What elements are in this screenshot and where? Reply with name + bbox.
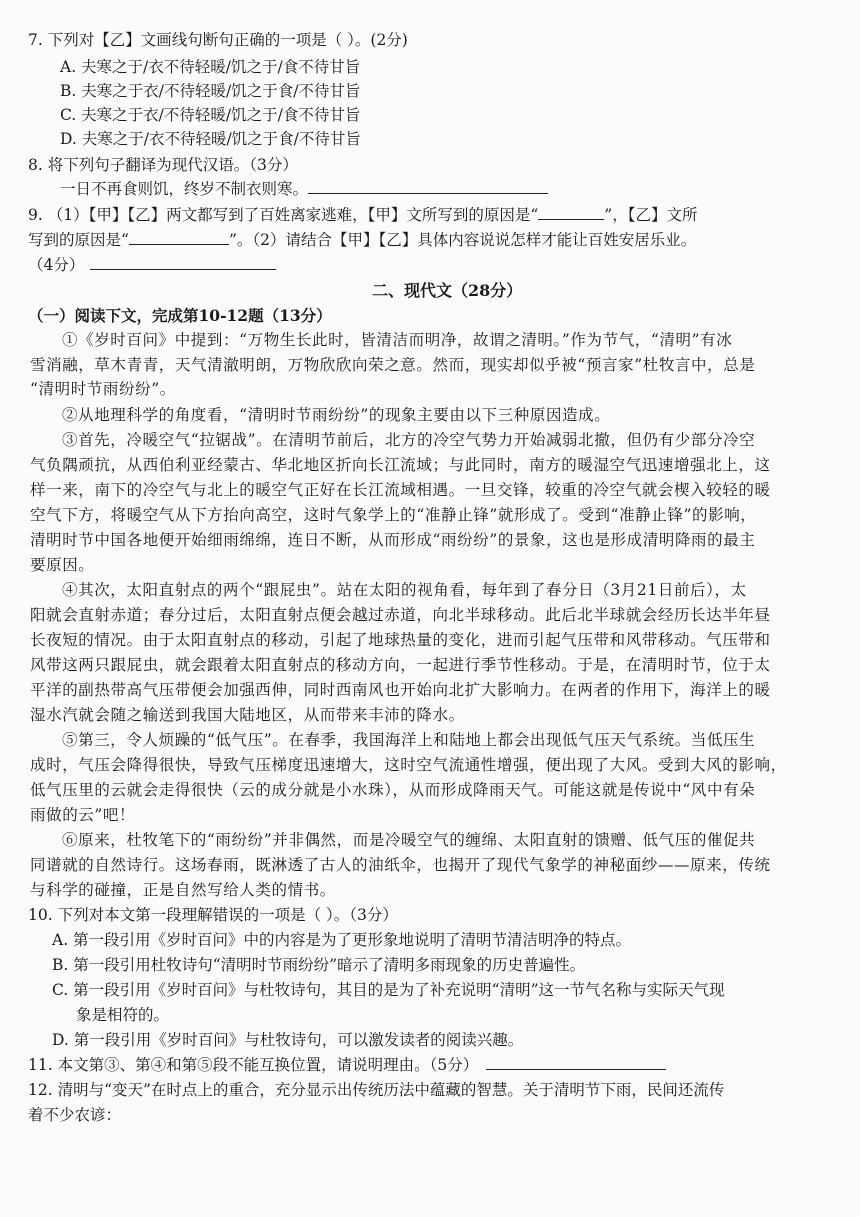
q9-blank-1[interactable] <box>538 218 604 220</box>
q12-line1: 12. 清明与“变天”在时点上的重合，充分显示出传统历法中蕴藏的智慧。关于清明节下雨，民间还流传 <box>28 1081 725 1099</box>
passage-line: 与科学的碰撞，正是自然写给人类的情书。 <box>30 881 336 899</box>
q9-line2 <box>28 233 696 249</box>
q9-line3 <box>28 258 276 274</box>
passage-line: ③首先，冷暖空气“拉锯战”。在清明节前后，北方的冷空气势力开始减弱北撤，但仍有少部分冷空 <box>62 431 756 449</box>
passage-line: 平洋的副热带高气压带便会加强西伸，同时西南风也开始向北扩大影响力。在两者的作用下，海洋上的暖 <box>30 681 771 699</box>
passage-line: 雨做的云”吧！ <box>30 806 136 824</box>
passage-line: 阳就会直射赤道；春分过后，太阳直射点便会越过赤道，向北半球移动。此后北半球就会经历长达半年昼 <box>30 606 771 624</box>
passage-line: ④其次，太阳直射点的两个“跟屁虫”。站在太阳的视角看，每年到了春分日（3月21日前后），太 <box>62 581 747 599</box>
q11-row <box>28 1058 666 1074</box>
q11-stem: 11. 本文第③、第④和第⑤段不能互换位置，请说明理由。（5分） <box>28 1056 479 1074</box>
passage-line: 长夜短的情况。由于太阳直射点的移动，引起了地球热量的变化，进而引起气压带和风带移动。气压带和 <box>30 631 771 649</box>
passage-line: 成时，气压会降得很快，导致气压梯度迅速增大，这时空气流通性增强，便出现了大风。受到大风的影响， <box>30 756 787 774</box>
q7-option-a: A. 夫寒之于/衣不待轻暖/饥之于/食不待甘旨 <box>60 58 361 76</box>
q9-line2-text-a: 写到的原因是“ <box>28 231 129 249</box>
passage-line: ⑤第三，令人烦躁的“低气压”。在春季，我国海洋上和陆地上都会出现低气压天气系统。当低压生 <box>62 731 756 749</box>
passage-line: ②从地理科学的角度看，“清明时节雨纷纷”的现象主要由以下三种原因造成。 <box>62 406 611 424</box>
passage-line: ⑥原来，杜牧笔下的“雨纷纷”并非偶然，而是冷暖空气的缠绵、太阳直射的馈赠、低气压的催促共 <box>62 831 756 849</box>
passage-line: ①《岁时百问》中提到：“万物生长此时，皆清洁而明净，故谓之清明。”作为节气，“清明”有冰 <box>62 331 733 349</box>
passage-line: 风带这两只跟屁虫，就会跟着太阳直射点的移动方向，一起进行季节性移动。于是，在清明时节，位于太 <box>30 656 771 674</box>
passage-line: 雪消融，草木青青，天气清澈明朗，万物欣欣向荣之意。然而，现实却似乎被“预言家”杜牧言中，总是 <box>30 356 756 374</box>
passage-line: 要原因。 <box>30 556 95 574</box>
section-subtitle: （一）阅读下文，完成第10-12题（13分） <box>28 306 332 325</box>
passage-line: 同谱就的自然诗行。这场春雨，既淋透了古人的油纸伞，也揭开了现代气象学的神秘面纱——原来，传统 <box>30 856 771 874</box>
section-title: 二、现代文（28分） <box>372 281 523 300</box>
q8-answer-blank[interactable] <box>308 192 548 194</box>
q7-option-b: B. 夫寒之于衣/不待轻暖/饥之于食/不待甘旨 <box>60 82 361 100</box>
q9-line3-text: （4分） <box>28 256 85 274</box>
q7-option-c: C. 夫寒之于衣/不待轻暖/饥之于/食不待甘旨 <box>60 106 361 124</box>
passage-line: 气负隅顽抗，从西伯利亚经蒙古、华北地区折向长江流域；与此同时，南方的暖湿空气迅速增强北上，这 <box>30 456 771 474</box>
q10-option-c: C. 第一段引用《岁时百问》与杜牧诗句，其目的是为了补充说明“清明”这一节气名称与实际天气现 <box>52 981 725 999</box>
q8-stem: 8. 将下列句子翻译为现代汉语。（3分） <box>28 156 298 174</box>
q8-sentence: 一日不再食则饥，终岁不制衣则寒。 <box>60 180 309 198</box>
passage-line: 空气下方，将暖空气从下方抬向高空，这时气象学上的“准静止锋”就形成了。受到“准静止锋”的影响， <box>30 506 757 524</box>
passage-line: 湿水汽就会随之输送到我国大陆地区，从而带来丰沛的降水。 <box>30 706 465 724</box>
q9-line1-text-a: 9. （1）【甲】【乙】两文都写到了百姓离家逃难，【甲】文所写到的原因是“ <box>28 206 539 224</box>
passage-line: 样一来，南下的冷空气与北上的暖空气正好在长江流域相遇。一旦交锋，较重的冷空气就会楔入较轻的暖 <box>30 481 771 499</box>
q9-line1 <box>28 208 697 224</box>
q8-sentence-row <box>60 182 548 198</box>
q10-option-d: D. 第一段引用《岁时百问》与杜牧诗句，可以激发读者的阅读兴趣。 <box>52 1031 524 1049</box>
q10-option-b: B. 第一段引用杜牧诗句“清明时节雨纷纷”暗示了清明多雨现象的历史普遍性。 <box>52 956 586 974</box>
q10-option-a: A. 第一段引用《岁时百问》中的内容是为了更形象地说明了清明节清洁明净的特点。 <box>52 931 632 949</box>
passage-line: “清明时节雨纷纷”。 <box>30 380 176 398</box>
q7-option-d: D. 夫寒之于/衣不待轻暖/饥之于食/不待甘旨 <box>60 130 361 148</box>
passage-line: 低气压里的云就会走得很快（云的成分就是小水珠），从而形成降雨天气。可能这就是传说中“风中有朵 <box>30 781 756 799</box>
q9-blank-3[interactable] <box>90 268 276 270</box>
q9-blank-2[interactable] <box>129 243 229 245</box>
q9-line2-text-b: ”。（2）请结合【甲】【乙】具体内容说说怎样才能让百姓安居乐业。 <box>228 231 697 249</box>
q10-option-c-cont: 象是相符的。 <box>76 1006 170 1024</box>
q12-line2: 着不少农谚： <box>28 1106 122 1124</box>
q10-stem: 10. 下列对本文第一段理解错误的一项是（ ）。（3分） <box>28 906 398 924</box>
q9-line1-text-b: ”，【乙】文所 <box>604 206 698 224</box>
passage-line: 清明时节中国各地便开始细雨绵绵，连日不断，从而形成“雨纷纷”的景象，这也是形成清明降雨的最主 <box>30 531 756 549</box>
q7-stem: 7. 下列对【乙】文画线句断句正确的一项是（ ）。(2分) <box>28 31 408 49</box>
q11-answer-blank[interactable] <box>486 1068 666 1070</box>
